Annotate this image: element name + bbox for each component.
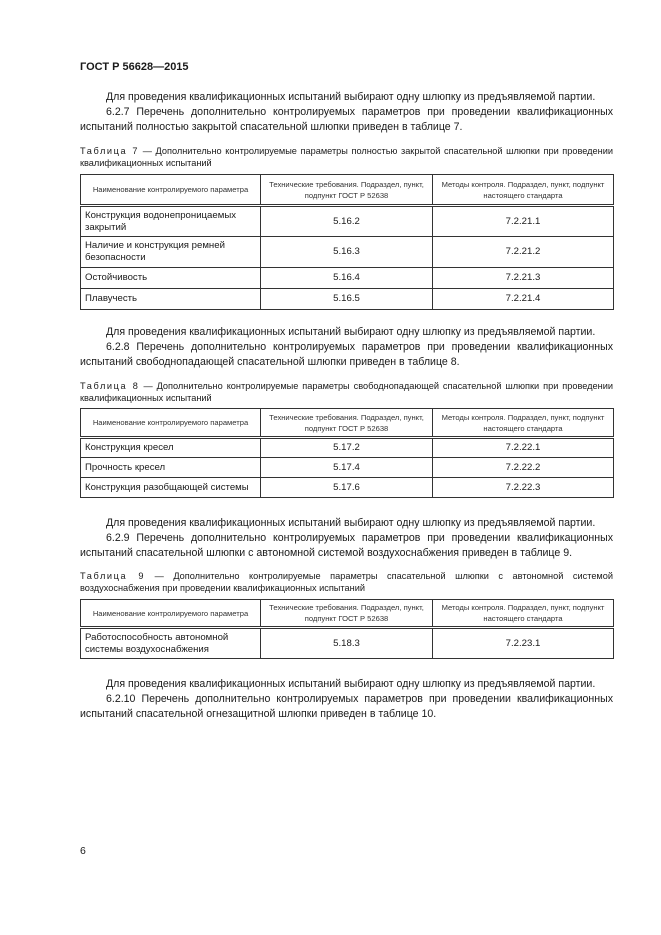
table-9 (80, 599, 614, 659)
parameter-cell: Конструкция кресел (81, 438, 261, 458)
table-8 (80, 408, 614, 498)
column-header: Наименование контролируемого параметра (81, 175, 261, 206)
column-header: Наименование контролируемого параметра (81, 409, 261, 438)
table-row (81, 289, 614, 310)
parameter-cell: Конструкция водонепроницаемых закрытий (81, 206, 261, 237)
table-7 (80, 174, 614, 310)
table-header-row (81, 409, 614, 438)
table-9-caption (80, 570, 613, 594)
paragraph-6-2-9: 6.2.9 Перечень дополнительно контролируемых параметров при проведении квалификационных испытаний спасательной шлюпки с автономной системой воздухоснабжения приведен в таблице 9. (80, 532, 613, 559)
parameter-cell: Плавучесть (81, 289, 261, 310)
table-9-title: — Дополнительно контролируемые параметры спасательной шлюпки с автономной системой воздухоснабжения при проведении квалификационных испытаний (80, 571, 613, 593)
table-row (81, 438, 614, 458)
requirement-cell: 5.16.2 (261, 206, 433, 237)
column-header: Методы контроля. Подраздел, пункт, подпункт настоящего стандарта (433, 409, 614, 438)
method-cell: 7.2.22.1 (433, 438, 614, 458)
parameter-cell: Прочность кресел (81, 458, 261, 478)
method-cell: 7.2.21.4 (433, 289, 614, 310)
column-header: Технические требования. Подраздел, пункт, подпункт ГОСТ Р 52638 (261, 600, 433, 628)
table-7-caption (80, 145, 613, 169)
section-6-2-8 (80, 325, 613, 370)
column-header: Технические требования. Подраздел, пункт, подпункт ГОСТ Р 52638 (261, 409, 433, 438)
paragraph-sample-selection: Для проведения квалификационных испытаний выбирают одну шлюпку из предъявляемой партии. (106, 326, 596, 338)
paragraph-6-2-8: 6.2.8 Перечень дополнительно контролируемых параметров при проведении квалификационных испытаний свободнопадающей спасательной шлюпки приведен в таблице 8. (80, 341, 613, 368)
table-9-label: Таблица 9 (80, 571, 146, 581)
table-7-label: Таблица 7 (80, 146, 140, 156)
paragraph-sample-selection: Для проведения квалификационных испытаний выбирают одну шлюпку из предъявляемой партии. (106, 517, 596, 529)
section-6-2-7 (80, 90, 613, 135)
section-6-2-10 (80, 677, 613, 722)
column-header: Методы контроля. Подраздел, пункт, подпункт настоящего стандарта (433, 175, 614, 206)
requirement-cell: 5.18.3 (261, 628, 433, 659)
method-cell: 7.2.21.1 (433, 206, 614, 237)
table-8-caption (80, 380, 613, 404)
page-number: 6 (80, 845, 86, 857)
requirement-cell: 5.16.3 (261, 237, 433, 268)
parameter-cell: Наличие и конструкция ремней безопасности (81, 237, 261, 268)
requirement-cell: 5.17.6 (261, 478, 433, 498)
paragraph-6-2-7: 6.2.7 Перечень дополнительно контролируемых параметров при проведении квалификационных испытаний полностью закрытой спасательной шлюпки приведен в таблице 7. (80, 106, 613, 133)
method-cell: 7.2.23.1 (433, 628, 614, 659)
method-cell: 7.2.21.2 (433, 237, 614, 268)
table-row (81, 206, 614, 237)
table-row (81, 628, 614, 659)
parameter-cell: Конструкция разобщающей системы (81, 478, 261, 498)
table-7-title: — Дополнительно контролируемые параметры полностью закрытой спасательной шлюпки при проведении квалификационных испытаний (80, 146, 613, 168)
column-header: Методы контроля. Подраздел, пункт, подпункт настоящего стандарта (433, 600, 614, 628)
table-8-label: Таблица 8 (80, 381, 140, 391)
paragraph-sample-selection: Для проведения квалификационных испытаний выбирают одну шлюпку из предъявляемой партии. (106, 91, 596, 103)
section-6-2-9 (80, 516, 613, 561)
column-header: Наименование контролируемого параметра (81, 600, 261, 628)
table-row (81, 237, 614, 268)
paragraph-sample-selection: Для проведения квалификационных испытаний выбирают одну шлюпку из предъявляемой партии. (106, 678, 596, 690)
table-8-title: — Дополнительно контролируемые параметры свободнопадающей спасательной шлюпки при проведении квалификационных испытаний (80, 381, 613, 403)
requirement-cell: 5.16.4 (261, 268, 433, 289)
document-header: ГОСТ Р 56628—2015 (80, 61, 189, 73)
method-cell: 7.2.22.2 (433, 458, 614, 478)
table-header-row (81, 175, 614, 206)
table-header-row (81, 600, 614, 628)
requirement-cell: 5.16.5 (261, 289, 433, 310)
method-cell: 7.2.22.3 (433, 478, 614, 498)
parameter-cell: Работоспособность автономной системы воздухоснабжения (81, 628, 261, 659)
parameter-cell: Остойчивость (81, 268, 261, 289)
table-row (81, 478, 614, 498)
column-header: Технические требования. Подраздел, пункт, подпункт ГОСТ Р 52638 (261, 175, 433, 206)
table-row (81, 458, 614, 478)
paragraph-6-2-10: 6.2.10 Перечень дополнительно контролируемых параметров при проведении квалификационных испытаний спасательной огнезащитной шлюпки приведен в таблице 10. (80, 693, 613, 720)
table-row (81, 268, 614, 289)
method-cell: 7.2.21.3 (433, 268, 614, 289)
requirement-cell: 5.17.2 (261, 438, 433, 458)
requirement-cell: 5.17.4 (261, 458, 433, 478)
